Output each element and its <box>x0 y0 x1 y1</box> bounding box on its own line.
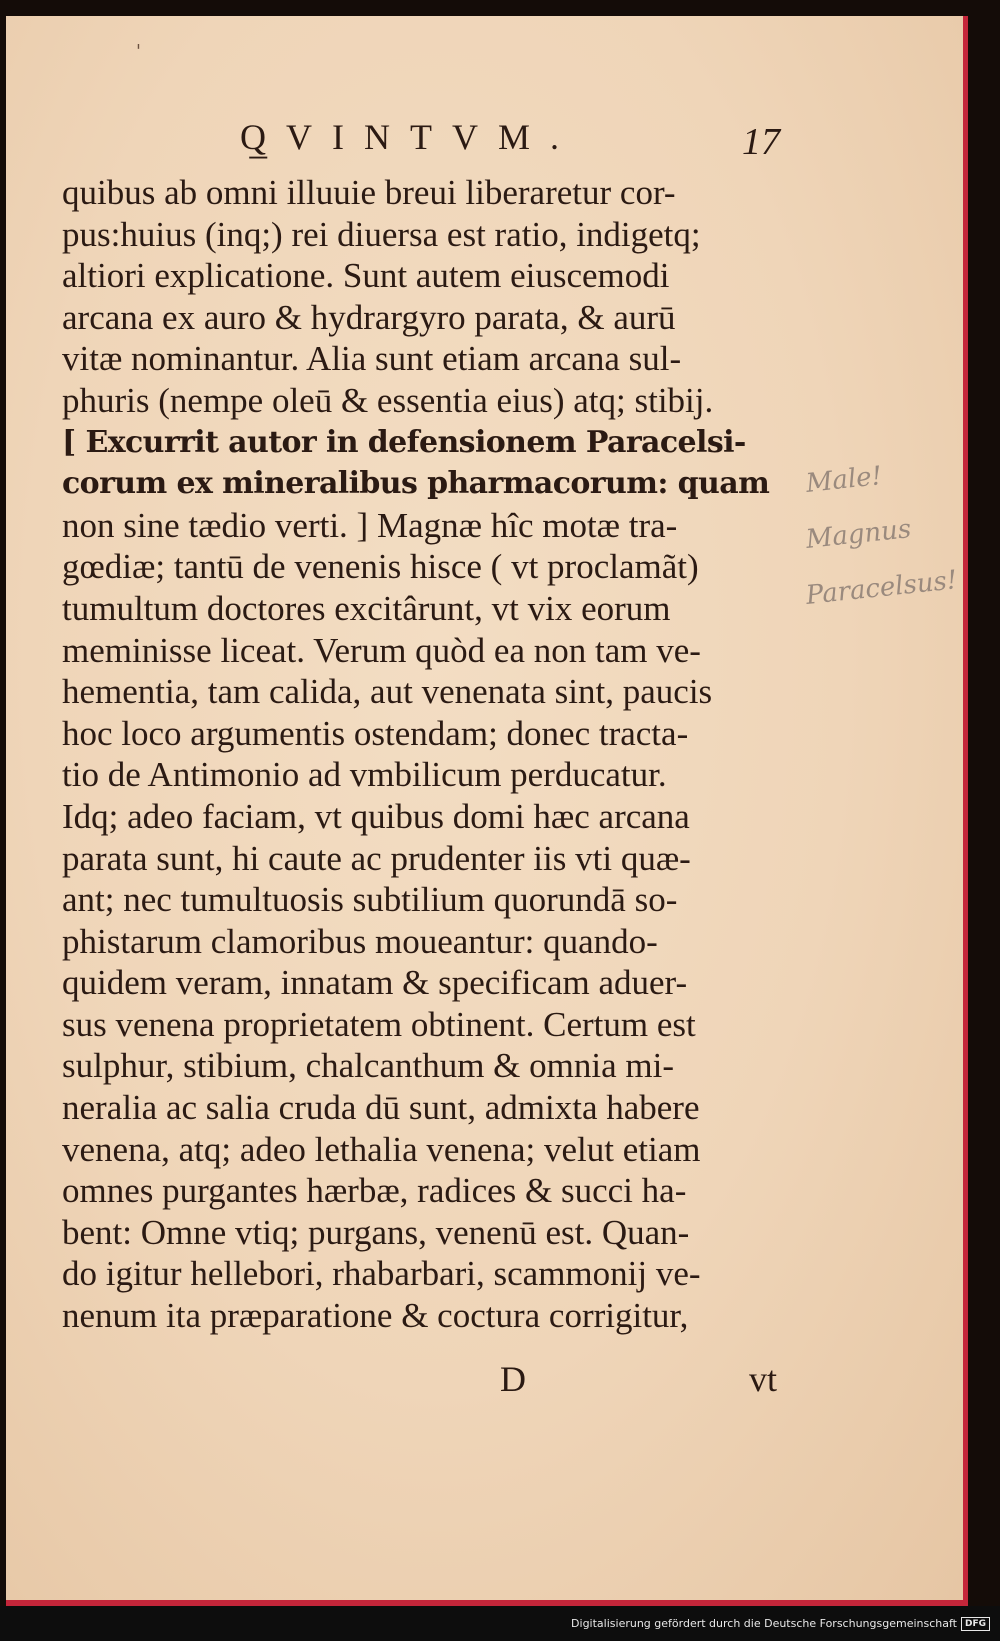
text-line: quidem veram, innatam & specificam aduer- <box>62 963 688 1003</box>
page-number: 17 <box>742 121 780 163</box>
tick-mark: ' <box>136 41 141 62</box>
text-line: gœdiæ; tantū de venenis hisce ( vt proclamãt) <box>62 547 699 587</box>
margin-note-line: Male! <box>804 461 884 499</box>
text-line: venena, atq; adeo lethalia venena; velut etiam <box>62 1129 701 1169</box>
dfg-logo: DFG <box>961 1617 990 1631</box>
digitization-footer <box>0 1606 1000 1641</box>
text-line: parata sunt, hi caute ac prudenter iis vti quæ- <box>62 838 691 878</box>
text-line: ant; nec tumultuosis subtilium quorundā so- <box>62 880 678 920</box>
text-line: altiori explicatione. Sunt autem eiuscemodi <box>62 256 670 296</box>
text-line: meminisse liceat. Verum quòd ea non tam ve- <box>62 630 701 670</box>
text-line: neralia ac salia cruda dū sunt, admixta habere <box>62 1088 700 1128</box>
text-line: phistarum clamoribus moueantur: quando- <box>62 921 658 961</box>
text-line: sus venena proprietatem obtinent. Certum est <box>62 1004 696 1044</box>
running-head: Q̲VINTVM. <box>240 117 579 157</box>
text-line: omnes purgantes hærbæ, radices & succi ha- <box>62 1171 687 1211</box>
footer-credit: Digitalisierung gefördert durch die Deutsche Forschungsgemeinschaft <box>571 1617 957 1630</box>
text-line: hementia, tam calida, aut venenata sint, paucis <box>62 672 713 712</box>
text-line: Idq; adeo faciam, vt quibus domi hæc arcana <box>62 796 690 836</box>
margin-note-line: Paracelsus! <box>804 565 959 611</box>
text-line: corum ex mineralibus pharmacorum: quam <box>62 466 770 502</box>
text-line: vitæ nominantur. Alia sunt etiam arcana sul- <box>62 339 682 379</box>
text-line: [ Excurrit autor in defensionem Paracelsi- <box>62 424 746 460</box>
page-header <box>240 116 780 176</box>
book-page <box>6 16 968 1606</box>
text-line: tio de Antimonio ad vmbilicum perducatur. <box>62 755 667 795</box>
page-footer-line <box>62 1358 777 1402</box>
text-line: sulphur, stibium, chalcanthum & omnia mi- <box>62 1046 674 1086</box>
text-line: quibus ab omni illuuie breui liberaretur cor- <box>62 173 676 212</box>
margin-note-line: Magnus <box>804 514 913 555</box>
text-line: do igitur hellebori, rhabarbari, scammonij ve- <box>62 1254 701 1294</box>
text-line: non sine tædio verti. ] Magnæ hîc motæ tra- <box>62 505 678 545</box>
text-line: nenum ita præparatione & coctura corrigitur, <box>62 1296 689 1336</box>
text-line: hoc loco argumentis ostendam; donec tracta- <box>62 713 689 753</box>
text-line: tumultum doctores excitârunt, vt vix eorum <box>62 588 671 628</box>
text-line: arcana ex auro & hydrargyro parata, & aurū <box>62 297 676 337</box>
text-line: phuris (nempe oleū & essentia eius) atq; stibij. <box>62 380 714 420</box>
body-text <box>62 172 777 1337</box>
signature-mark: D <box>500 1359 526 1399</box>
handwritten-margin-note <box>804 456 959 624</box>
text-line: bent: Omne vtiq; purgans, venenū est. Quan- <box>62 1212 690 1252</box>
catchword: vt <box>748 1359 777 1399</box>
text-line: pus:huius (inq;) rei diuersa est ratio, indigetq; <box>62 214 701 254</box>
